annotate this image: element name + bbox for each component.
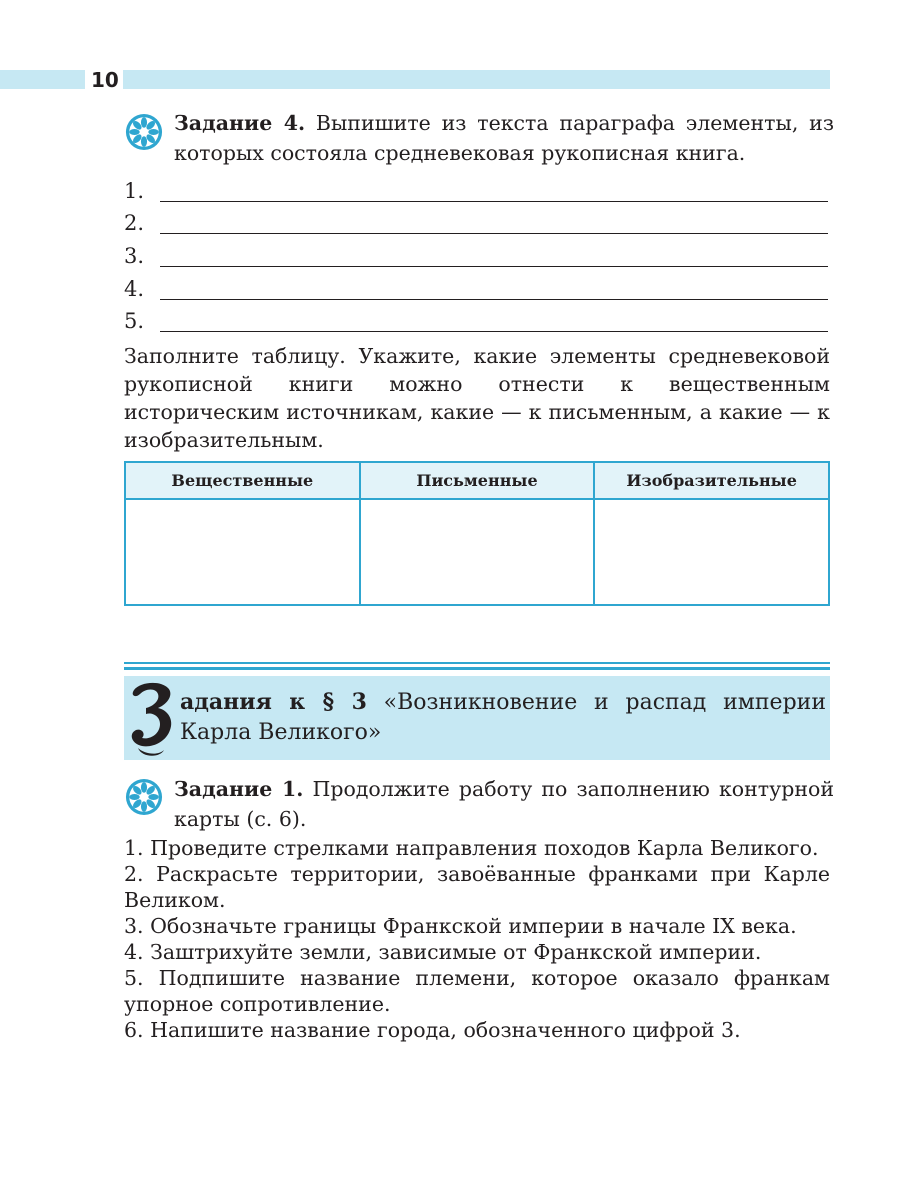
list-item: 6. Напишите название города, обозначенного цифрой 3.	[124, 1018, 741, 1042]
answer-line-number: 2.	[124, 211, 145, 235]
answer-line-row[interactable]	[124, 176, 830, 206]
task4-text: Выпишите из текста параграфа элементы, из которых состояла средневековая рукописная книга.	[174, 111, 835, 165]
section-divider	[124, 667, 830, 670]
answer-line[interactable]	[160, 331, 828, 332]
answer-line[interactable]	[160, 266, 828, 267]
sources-table	[124, 461, 830, 606]
list-item: 3. Обозначьте границы Франкской империи в начале IX века.	[124, 914, 797, 938]
task4-label: Задание 4.	[174, 111, 306, 135]
section-title-rest: «Возникновение и распад империи Карла Великого»	[180, 690, 826, 745]
answer-line-row[interactable]	[124, 241, 830, 271]
task1-text: Продолжите работу по заполнению контурной карты (с. 6).	[174, 777, 834, 831]
section-divider	[124, 662, 830, 664]
answer-line[interactable]	[160, 299, 828, 300]
list-item: 2. Раскрасьте территории, завоёванные франками при Карле Великом.	[124, 862, 830, 912]
table-header-written: Письменные	[360, 462, 595, 499]
section-title-bold: адания к § 3	[180, 689, 367, 715]
task1-statement	[174, 774, 834, 834]
answer-line-row[interactable]	[124, 306, 830, 336]
list-item: 4. Заштрихуйте земли, зависимые от Франкской империи.	[124, 940, 762, 964]
answer-line[interactable]	[160, 201, 828, 202]
task4-statement	[174, 108, 834, 168]
page-number: 10	[91, 68, 119, 92]
answer-line-row[interactable]	[124, 208, 830, 238]
table-cell-written[interactable]	[360, 499, 595, 605]
answer-line-number: 5.	[124, 309, 145, 333]
table-header-row	[125, 462, 829, 499]
table-cell-visual[interactable]	[594, 499, 829, 605]
list-item: 5. Подпишите название племени, которое оказало франкам упорное сопротивление.	[124, 966, 830, 1016]
answer-line-row[interactable]	[124, 274, 830, 304]
page-top-bar-right	[123, 70, 830, 89]
task-rosette-icon	[125, 778, 163, 816]
section-header	[124, 676, 830, 760]
table-cell-material[interactable]	[125, 499, 360, 605]
task1-list	[124, 835, 830, 1043]
table-row	[125, 499, 829, 605]
table-instruction: Заполните таблицу. Укажите, какие элементы средневековой рукописной книги можно отнести к вещественным историческим источникам, какие — к письменным, а какие — к изобразительным.	[124, 344, 830, 452]
answer-line-number: 3.	[124, 244, 145, 268]
table-header-visual: Изобразительные	[594, 462, 829, 499]
table-header-material: Вещественные	[125, 462, 360, 499]
section-title	[180, 687, 826, 748]
answer-line-number: 4.	[124, 277, 145, 301]
task-rosette-icon	[125, 113, 163, 151]
answer-line-number: 1.	[124, 179, 145, 203]
list-item: 1. Проведите стрелками направления походов Карла Великого.	[124, 836, 819, 860]
answer-line[interactable]	[160, 233, 828, 234]
decorative-initial	[124, 676, 178, 760]
task1-label: Задание 1.	[174, 777, 304, 801]
page-top-bar-left	[0, 70, 85, 89]
